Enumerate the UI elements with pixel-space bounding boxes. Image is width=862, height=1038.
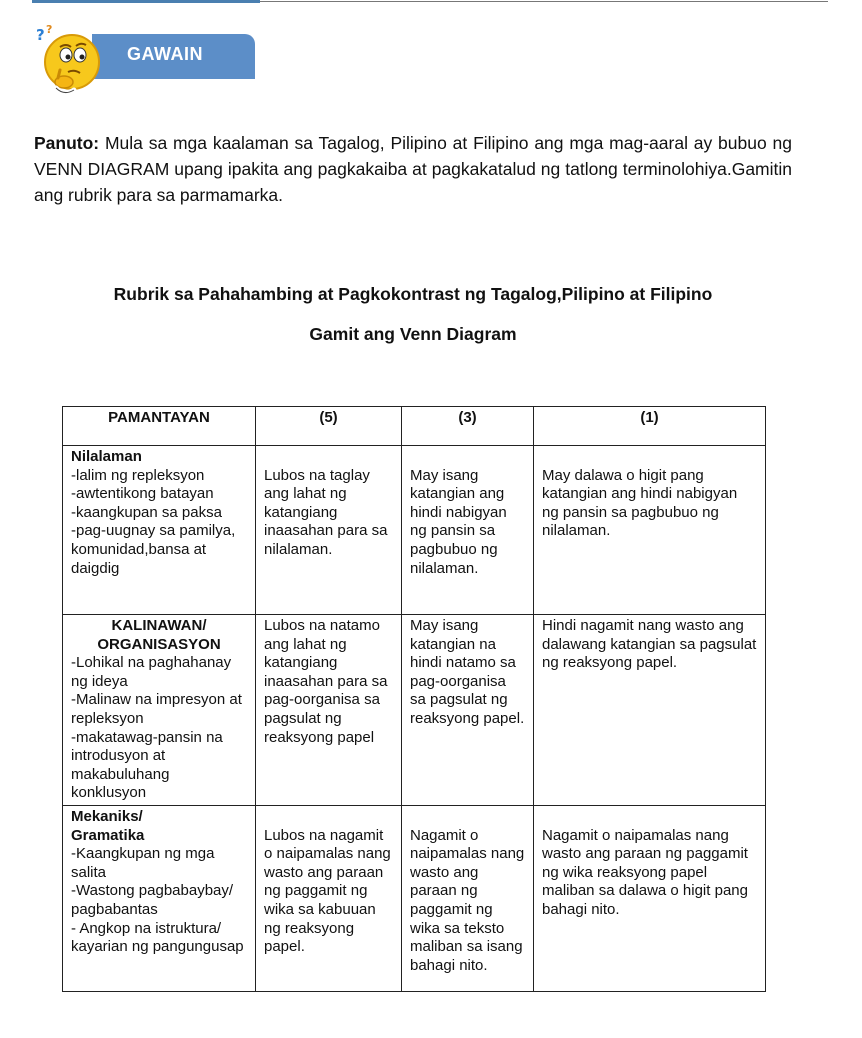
table-row (63, 615, 766, 806)
rubric-table (62, 406, 766, 992)
criterion-item: -awtentikong batayan (71, 485, 214, 503)
thinking-face-icon (30, 20, 112, 102)
score-5-cell (256, 615, 402, 806)
table-row (63, 446, 766, 615)
score-1-cell (534, 446, 766, 615)
score-3-cell (402, 446, 534, 615)
table-header-row (63, 407, 766, 446)
criterion-cell (63, 805, 256, 991)
score-3-cell (402, 615, 534, 806)
score-5-cell (256, 446, 402, 615)
criterion-item: -kaangkupan sa paksa (71, 503, 222, 521)
score-5-cell (256, 805, 402, 991)
score-3-cell (402, 805, 534, 991)
table-row (63, 805, 766, 991)
instructions-text: Mula sa mga kaalaman sa Tagalog, Pilipino at Filipino ang mga mag-aaral ay bubuo ng VENN DIAGRAM upang ipakita ang pagkakaiba at pagkakatalud ng tatlong terminolohiya.Gamitin ang rubrik para sa parmamarka. (34, 133, 792, 205)
header-score-1: (1) (534, 407, 766, 446)
score-1-text: May dalawa o higit pang katangian ang hindi nabigyan ng pansin sa pagbubuo ng nilalaman. (542, 466, 738, 540)
instructions-paragraph (34, 130, 792, 208)
svg-text:?: ? (46, 23, 53, 36)
header-score-5: (5) (256, 407, 402, 446)
criterion-title: Mekaniks/ (71, 807, 143, 825)
score-1-text: Nagamit o naipamalas nang wasto ang paraan ng paggamit ng wika reaksyong papel maliban sa dalawa o higit pang bahagi nito. (542, 826, 748, 918)
criterion-item: -Lohikal na paghahanay ng ideya (71, 654, 232, 690)
score-5-text: Lubos na nagamit o naipamalas nang wasto ang paraan ng paggamit ng wika sa kabuuan ng reaksyong papel. (264, 826, 391, 956)
score-5-text: Lubos na natamo ang lahat ng katangiang inaasahan para sa pag-oorganisa sa pagsulat ng reaksyong papel (264, 617, 388, 746)
criterion-item: - Angkop na istruktura/ kayarian ng pangungusap (71, 919, 244, 956)
score-3-text: May isang katangian na hindi natamo sa pag-oorganisa sa pagsulat ng reaksyong papel. (410, 617, 525, 727)
criterion-title: ORGANISASYON (97, 635, 221, 653)
svg-text:?: ? (36, 26, 45, 44)
header-score-3: (3) (402, 407, 534, 446)
criterion-item: -Malinaw na impresyon at repleksyon (71, 691, 242, 727)
criterion-title: KALINAWAN/ (111, 617, 207, 634)
criterion-item: -pag-uugnay sa pamilya, komunidad,bansa at daigdig (71, 522, 236, 577)
header-accent-line (32, 0, 260, 3)
rubric-title: Rubrik sa Pahahambing at Pagkokontrast ng Tagalog,Pilipino at Filipino (113, 284, 713, 304)
score-1-cell (534, 805, 766, 991)
score-3-text: Nagamit o naipamalas nang wasto ang paraan ng paggamit ng wika sa teksto maliban sa isang bahagi nito. (410, 826, 525, 974)
criterion-cell (63, 446, 256, 615)
score-5-text: Lubos na taglay ang lahat ng katangiang inaasahan para sa nilalaman. (264, 466, 388, 558)
score-3-text: May isang katangian ang hindi nabigyan ng pansin sa pagbubuo ng nilalaman. (410, 466, 507, 577)
criterion-cell (63, 615, 256, 806)
criterion-title: Nilalaman (71, 448, 142, 465)
rubric-subtitle: Gamit ang Venn Diagram (309, 324, 517, 344)
criterion-title: Gramatika (71, 826, 145, 844)
instructions-lead: Panuto: (34, 133, 100, 153)
criterion-item: -Kaangkupan ng mga salita (71, 845, 215, 881)
score-1-text: Hindi nagamit nang wasto ang dalawang katangian sa pagsulat ng reaksyong papel. (542, 617, 757, 672)
gawain-label: GAWAIN (127, 44, 204, 64)
header-criteria: PAMANTAYAN (63, 407, 256, 446)
criterion-item: -Wastong pagbabaybay/ pagbabantas (71, 882, 234, 918)
criterion-item: -makatawag-pansin na introdusyon at makabuluhang konklusyon (71, 728, 223, 802)
header-rule (260, 1, 828, 2)
score-1-cell (534, 615, 766, 806)
criterion-item: -lalim ng repleksyon (71, 466, 205, 484)
